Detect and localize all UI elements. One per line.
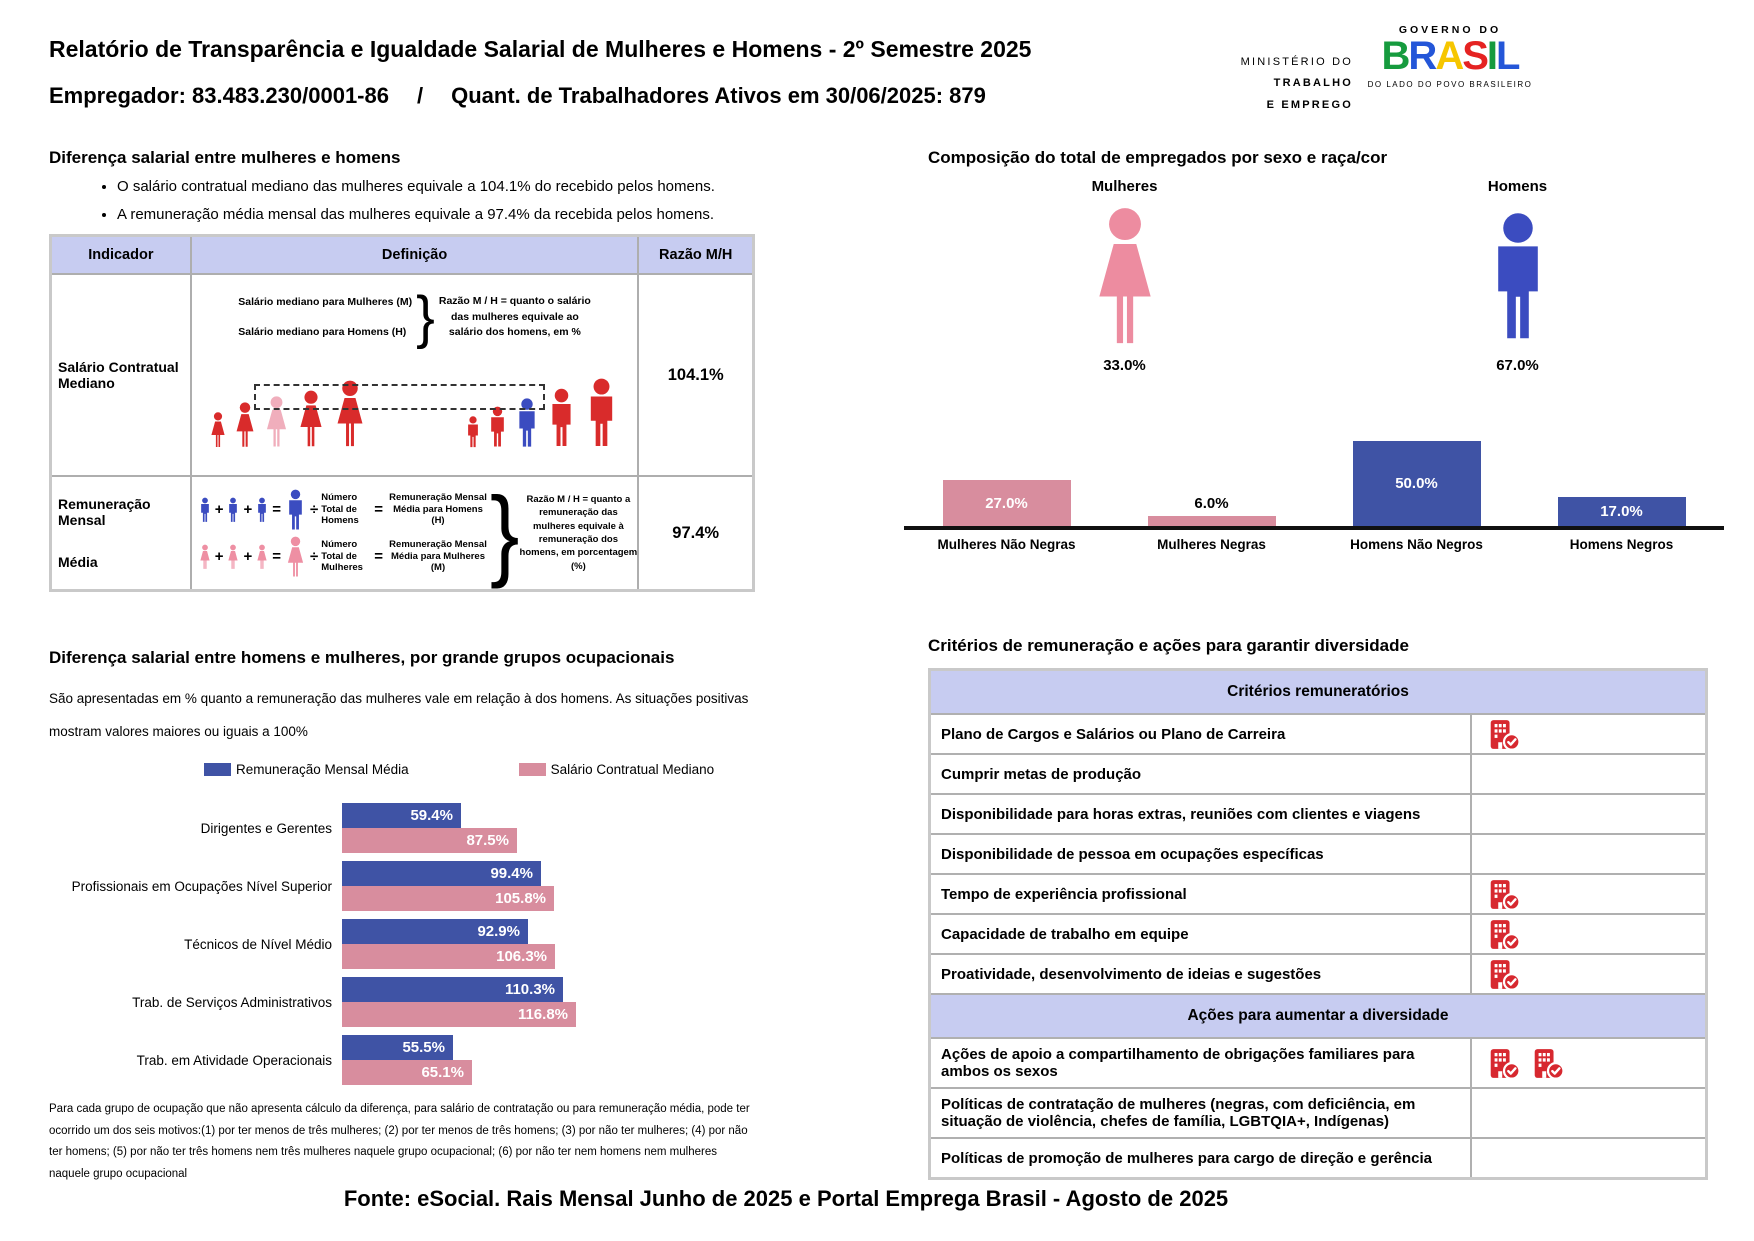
occupational-bar <box>342 1035 453 1060</box>
female-figure-icon <box>208 412 228 448</box>
building-check-icon <box>1486 959 1522 990</box>
women-result-label: Remuneração Mensal Média para Mulheres (M) <box>389 539 487 574</box>
bullet-mean-remuneration: • A remuneração média mensal das mulheres equivale a 97.4% da recebida pelos homens. <box>117 206 755 223</box>
male-figure-icon <box>1482 207 1554 347</box>
occupational-bar-value: 106.3% <box>496 948 547 965</box>
criteria-label: Políticas de promoção de mulheres para cargo de direção e gerência <box>930 1138 1471 1179</box>
ratio-definition-note: Razão M / H = quanto o salário das mulheres equivale ao salário dos homens, em % <box>438 294 591 339</box>
occupational-bar-value: 99.4% <box>490 865 533 882</box>
women-average-formula: + + = ÷ Número Total de Mulheres = Remuneração Mensal Média para Mulheres (M) <box>198 536 490 578</box>
occupational-chart <box>49 803 755 1085</box>
men-total-label: Número Total de Homens <box>321 492 359 527</box>
indicator-name: Salário Contratual Mediano <box>51 274 191 476</box>
composition-bar-value: 27.0% <box>985 494 1028 512</box>
legend-label: Remuneração Mensal Média <box>236 762 409 777</box>
criteria-row <box>930 874 1707 914</box>
criteria-section-header: Ações para aumentar a diversidade <box>930 994 1707 1038</box>
ministry-logo-text <box>1188 52 1353 116</box>
criteria-label: Capacidade de trabalho em equipe <box>930 914 1471 954</box>
criteria-row <box>930 794 1707 834</box>
composition-bars <box>904 438 1724 530</box>
criteria-label: Disponibilidade para horas extras, reuniões com clientes e viagens <box>930 794 1471 834</box>
occupational-bars <box>342 977 576 1027</box>
definition-cell <box>191 274 639 476</box>
dashed-median-band <box>254 384 546 410</box>
criteria-label: Disponibilidade de pessoa em ocupações específicas <box>930 834 1471 874</box>
criteria-label: Cumprir metas de produção <box>930 754 1471 794</box>
ministry-line: TRABALHO <box>1273 77 1353 90</box>
criteria-row <box>930 754 1707 794</box>
women-percentage: 33.0% <box>1103 357 1146 374</box>
occupational-footnote: Para cada grupo de ocupação que não apresenta cálculo da diferença, para salário de contratação ou para remuneração média, pode ter ocorrido um dos seis motivos:(1) por ter menos de três mulheres; (2) por ter menos de três homens; (3) por não ter mulheres; (4) por não ter homens; (5) por não ter três homens nem três mulheres naquele grupo ocupacional; (6) por não ter nem homens nem mulheres naquele grupo ocupacional <box>49 1103 750 1180</box>
occupational-bar-value: 116.8% <box>517 1006 568 1023</box>
criteria-section-header-row <box>930 994 1707 1038</box>
occupational-bars <box>342 919 555 969</box>
criteria-section-header: Critérios remuneratórios <box>930 670 1707 715</box>
page-title: Relatório de Transparência e Igualdade Salarial de Mulheres e Homens - 2º Semestre 2025 <box>49 36 1032 62</box>
column-header-indicador: Indicador <box>51 236 191 275</box>
occupational-category-label: Trab. de Serviços Administrativos <box>132 994 332 1010</box>
indicator-table <box>49 234 755 592</box>
bullet-median-salary: • O salário contratual mediano das mulheres equivale a 104.1% do recebido pelos homens. <box>117 178 755 195</box>
median-women-label: Salário mediano para Mulheres (M) <box>238 296 413 308</box>
page-subtitle <box>49 83 1179 109</box>
occupational-bars <box>342 803 517 853</box>
building-check-icon <box>1486 1048 1522 1079</box>
female-figure-icon <box>255 544 269 570</box>
salary-diff-title: Diferença salarial entre mulheres e homens <box>49 148 401 167</box>
report-header <box>49 36 1179 109</box>
criteria-row <box>930 1038 1707 1088</box>
brasil-logo: BRASIL <box>1381 34 1519 78</box>
criteria-label: Proatividade, desenvolvimento de ideias e sugestões <box>930 954 1471 994</box>
female-figure-icon <box>226 544 240 570</box>
criteria-icons-cell <box>1471 1088 1707 1138</box>
definition-cell <box>191 476 639 591</box>
indicator-table-header-row <box>51 236 754 275</box>
criteria-icons-cell <box>1471 714 1707 754</box>
criteria-icons-cell <box>1471 954 1707 994</box>
occupational-group-row <box>49 861 755 911</box>
male-figure-icon <box>255 497 269 523</box>
female-figure-icon <box>284 536 307 578</box>
men-label: Homens <box>1487 178 1548 195</box>
gov-logo-top-text: GOVERNO DO <box>1398 24 1502 36</box>
indicator-name: Remuneração Mensal Média <box>51 476 191 591</box>
government-logo <box>1366 24 1534 89</box>
criteria-icons-cell <box>1471 874 1707 914</box>
occupational-bar <box>342 977 563 1002</box>
occupational-category-label: Técnicos de Nível Médio <box>184 936 332 952</box>
subtitle-separator: / <box>416 83 424 108</box>
occupational-bar <box>342 1002 576 1027</box>
occupational-category-label: Dirigentes e Gerentes <box>200 820 332 836</box>
female-figure-icon <box>198 544 212 570</box>
occupational-category-label: Profissionais em Ocupações Nível Superior <box>71 878 332 894</box>
legend-label: Salário Contratual Mediano <box>550 762 715 777</box>
legend-swatch-pink <box>519 763 546 776</box>
occupational-group-row <box>49 803 755 853</box>
employer-id: Empregador: 83.483.230/0001-86 <box>49 83 389 108</box>
composition-bar <box>943 480 1071 526</box>
criteria-icons-cell <box>1471 794 1707 834</box>
occupational-bar-value: 92.9% <box>477 923 520 940</box>
column-header-razao: Razão M/H <box>638 236 753 275</box>
women-label: Mulheres <box>1091 178 1158 195</box>
criteria-row <box>930 834 1707 874</box>
male-figure-icon <box>545 388 578 448</box>
gov-logo-tagline: DO LADO DO POVO BRASILEIRO <box>1367 79 1533 89</box>
ratio-definition-note: Razão M / H = quanto a remuneração das mulheres equivale à remuneração dos homens, em porcentagem (%) <box>519 494 638 572</box>
male-figure-icon <box>582 378 621 448</box>
criteria-label: Ações de apoio a compartilhamento de obrigações familiares para ambos os sexos <box>930 1038 1471 1088</box>
composition-bar-column <box>1109 495 1314 526</box>
median-men-label: Salário mediano para Homens (H) <box>238 326 407 339</box>
male-figure-icon <box>464 416 482 448</box>
criteria-icons-cell <box>1471 1038 1707 1088</box>
active-workers-count: Quant. de Trabalhadores Ativos em 30/06/2025: 879 <box>451 83 986 108</box>
criteria-icons-cell <box>1471 834 1707 874</box>
composition-bar <box>1148 516 1276 526</box>
brace-glyph: } <box>490 475 520 590</box>
occupational-bars <box>342 861 554 911</box>
criteria-row <box>930 954 1707 994</box>
occupational-category-label: Trab. em Atividade Operacionais <box>136 1052 332 1068</box>
occupational-bar-value: 65.1% <box>421 1064 464 1081</box>
criteria-row <box>930 914 1707 954</box>
men-percentage: 67.0% <box>1496 357 1539 374</box>
male-figure-icon <box>198 497 212 523</box>
brace-glyph: } <box>416 283 435 350</box>
composition-bar-column <box>1519 497 1724 526</box>
column-header-definicao: Definição <box>191 236 639 275</box>
composition-category-label: Mulheres Negras <box>1157 537 1266 552</box>
occupational-bar-value: 110.3% <box>504 981 555 998</box>
occupational-bar-value: 59.4% <box>410 807 453 824</box>
criteria-icons-cell <box>1471 754 1707 794</box>
men-average-formula: + + = ÷ Número Total de Homens = Remuneração Mensal Média para Homens (H) <box>198 489 490 531</box>
occupational-bar <box>342 886 554 911</box>
occupational-bar <box>342 828 517 853</box>
legend-swatch-blue <box>204 763 231 776</box>
criteria-title: Critérios de remuneração e ações para garantir diversidade <box>928 636 1409 655</box>
occupational-description: São apresentadas em % quanto a remuneração das mulheres vale em relação à dos homens. As situações positivas mostram valores maiores ou iguais a 100% <box>49 691 749 739</box>
source-footer: Fonte: eSocial. Rais Mensal Junho de 2025 e Portal Emprega Brasil - Agosto de 2025 <box>343 1186 1229 1211</box>
occupational-group-row <box>49 919 755 969</box>
composition-chart <box>904 438 1724 552</box>
criteria-section-header-row <box>930 670 1707 715</box>
occupational-bar-value: 105.8% <box>495 890 546 907</box>
criteria-label: Políticas de contratação de mulheres (negras, com deficiência, em situação de violência, chefes de família, LGBTQIA+, Indígenas) <box>930 1088 1471 1138</box>
men-result-label: Remuneração Mensal Média para Homens (H) <box>389 492 487 527</box>
occupational-bar-value: 55.5% <box>402 1039 445 1056</box>
composition-bar-column <box>904 480 1109 526</box>
composition-category-label: Homens Negros <box>1569 537 1674 552</box>
people-illustration <box>192 356 638 448</box>
occupational-bar <box>342 1060 472 1085</box>
ratio-value: 97.4% <box>638 476 753 591</box>
composition-men <box>1321 178 1714 374</box>
ministry-line: E EMPREGO <box>1266 98 1353 111</box>
occupational-group-row <box>49 1035 755 1085</box>
occupational-bar-value: 87.5% <box>466 832 509 849</box>
composition-bar <box>1558 497 1686 526</box>
criteria-label: Tempo de experiência profissional <box>930 874 1471 914</box>
composition-bar-column <box>1314 441 1519 526</box>
composition-bar-value: 17.0% <box>1600 503 1643 520</box>
women-total-label: Número Total de Mulheres <box>321 539 363 574</box>
occupational-bar <box>342 919 528 944</box>
building-check-icon <box>1486 719 1522 750</box>
composition-labels <box>904 530 1724 552</box>
table-row <box>51 274 754 476</box>
legend-item-remuneracao <box>204 762 409 777</box>
chart-legend <box>204 762 755 777</box>
criteria-label: Plano de Cargos e Salários ou Plano de Carreira <box>930 714 1471 754</box>
occupational-bar <box>342 861 541 886</box>
male-figure-icon <box>226 497 240 523</box>
criteria-row <box>930 714 1707 754</box>
female-figure-icon <box>1086 207 1164 347</box>
criteria-row <box>930 1088 1707 1138</box>
composition-bar-value: 6.0% <box>1194 495 1229 512</box>
ministry-line: MINISTÉRIO DO <box>1240 56 1353 68</box>
occupational-bar <box>342 803 461 828</box>
composition-bar <box>1353 441 1481 526</box>
composition-title: Composição do total de empregados por sexo e raça/cor <box>928 148 1388 167</box>
occupational-group-row <box>49 977 755 1027</box>
composition-bar-value: 50.0% <box>1395 475 1438 492</box>
criteria-icons-cell <box>1471 1138 1707 1179</box>
criteria-table-body <box>930 670 1707 1179</box>
occupational-bar <box>342 944 555 969</box>
composition-category-label: Mulheres Não Negras <box>937 537 1076 552</box>
building-check-icon <box>1530 1048 1566 1079</box>
criteria-row <box>930 1138 1707 1179</box>
legend-item-salario <box>519 762 715 777</box>
criteria-icons-cell <box>1471 914 1707 954</box>
male-figure-icon <box>284 489 307 531</box>
ratio-value: 104.1% <box>638 274 753 476</box>
composition-figures <box>928 178 1714 374</box>
criteria-table <box>928 668 1708 1180</box>
composition-women <box>928 178 1321 374</box>
occupational-bars <box>342 1035 472 1085</box>
building-check-icon <box>1486 919 1522 950</box>
salary-diff-bullets <box>49 178 755 223</box>
male-figure-icon <box>486 406 509 448</box>
composition-category-label: Homens Não Negros <box>1350 537 1483 552</box>
building-check-icon <box>1486 879 1522 910</box>
table-row <box>51 476 754 591</box>
occupational-title: Diferença salarial entre homens e mulheres, por grande grupos ocupacionais <box>49 648 675 667</box>
